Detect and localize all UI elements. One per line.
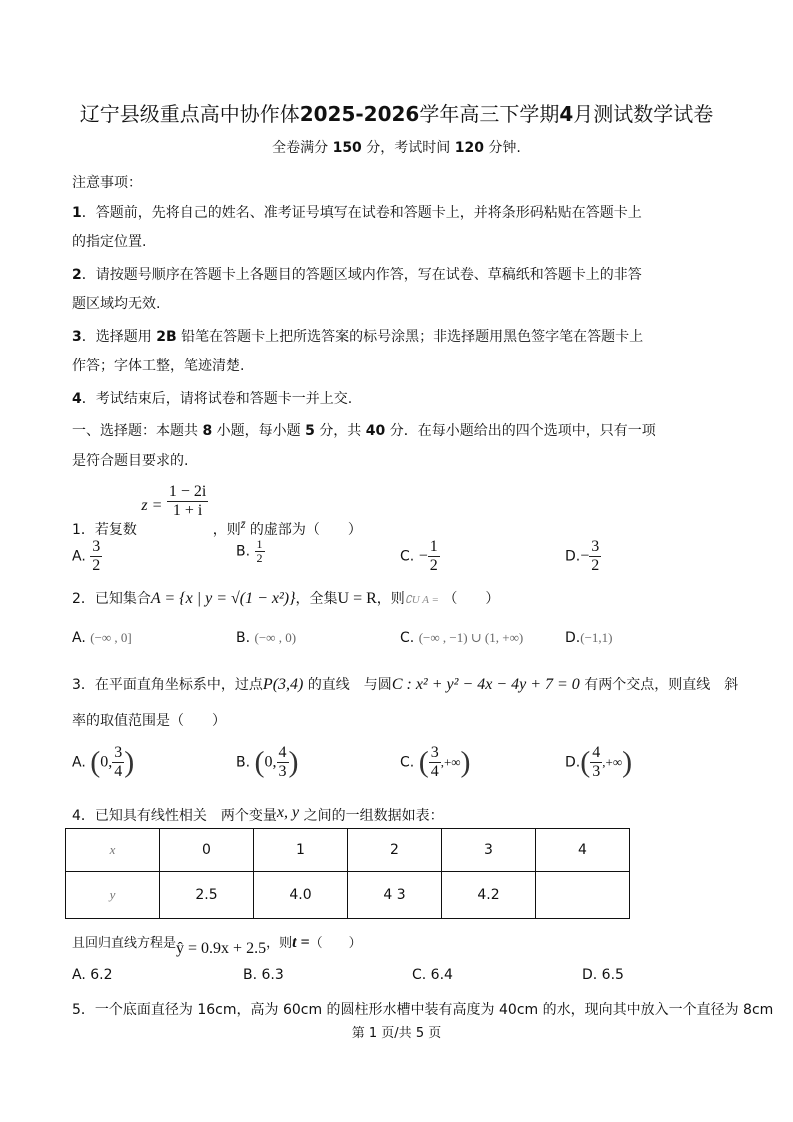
q1-option-b[interactable]: B. $\frac{1}{2}$ (236, 537, 263, 565)
q4-option-a[interactable]: A. 6.2 (72, 967, 113, 983)
q1-option-a[interactable]: A. $\frac{3}{2}$ (72, 538, 101, 574)
section-1-line2: 是符合题目要求的. (72, 453, 189, 469)
note-3-line2: 作答；字体工整，笔迹清楚. (72, 358, 245, 374)
q2-option-a[interactable]: A. (−∞ , 0] (72, 630, 132, 646)
question-5: 5．一个底面直径为 16cm，高为 60cm 的圆柱形水槽中装有高度为 40cm 的水，现向其中放入一个直径为 8cm (72, 1002, 774, 1018)
q3-option-b[interactable]: B. (0, $\frac{4}{3}$ ) (236, 744, 299, 780)
note-3: 3．选择题用 2B 铅笔在答题卡上把所选答案的标号涂黑；非选择题用黑色签字笔在答题卡上 (72, 329, 644, 345)
q3-option-d[interactable]: D.( $\frac{4}{3}$ ,+∞) (565, 744, 633, 780)
q2-option-c[interactable]: C. (−∞ , −1) ∪ (1, +∞) (400, 630, 524, 646)
section-1-heading: 一、选择题：本题共 8 小题，每小题 5 分，共 40 分．在每小题给出的四个选项中，只有一项 (72, 423, 656, 439)
q1-option-d[interactable]: D.− $\frac{3}{2}$ (565, 538, 600, 574)
q2-option-b[interactable]: B. (−∞ , 0) (236, 630, 297, 646)
data-table (65, 828, 630, 919)
question-2: 2．已知集合A = {x | y = √(1 − x²)}，全集U = R，则∁U A = （ ） (72, 590, 500, 607)
note-1: 1．答题前，先将自己的姓名、准考证号填写在试卷和答题卡上，并将条形码粘贴在答题卡上 (72, 205, 642, 221)
exam-subtitle: 全卷满分 150 分，考试时间 120 分钟. (272, 140, 521, 156)
q1-option-c[interactable]: C. − $\frac{1}{2}$ (400, 538, 438, 574)
q2-option-d[interactable]: D.(−1,1) (565, 630, 613, 646)
page-footer: 第 1 页/共 5 页 (351, 1026, 442, 1041)
note-2-line2: 题区域均无效. (72, 296, 161, 312)
note-4: 4．考试结束后，请将试卷和答题卡一并上交. (72, 391, 353, 407)
q4-option-b[interactable]: B. 6.3 (243, 967, 284, 983)
note-1-line2: 的指定位置. (72, 234, 147, 250)
note-2: 2．请按题号顺序在答题卡上各题目的答题区域内作答，写在试卷、草稿纸和答题卡上的非答 (72, 267, 642, 283)
q3-option-c[interactable]: C. ( $\frac{3}{4}$ ,+∞) (400, 744, 471, 780)
table-row: y 2.5 4.0 4 3 4.2 (66, 872, 630, 919)
exam-title: 辽宁县级重点高中协作体2025-2026学年高三下学期4月测试数学试卷 (79, 102, 714, 126)
q3-option-a[interactable]: A. (0, $\frac{3}{4}$ ) (72, 744, 135, 780)
q4-option-d[interactable]: D. 6.5 (582, 967, 624, 983)
table-row: x 0 1 2 3 4 (66, 829, 630, 872)
q4-option-c[interactable]: C. 6.4 (412, 967, 453, 983)
question-3: 3．在平面直角坐标系中，过点P(3,4) 的直线 与圆C : x² + y² − 4x − 4y + 7 = 0 有两个交点，则直线 斜 (72, 676, 739, 693)
question-3-line2: 率的取值范围是（ ） (72, 713, 226, 729)
regression-line: 且回归直线方程是ŷ = 0.9x + 2.5，则t =（ ） (72, 934, 362, 957)
notes-heading: 注意事项： (72, 175, 142, 191)
question-4: 4．已知具有线性相关 两个变量x, y 之间的一组数据如表： (72, 804, 444, 824)
question-1: 1．若复数 z = $\frac{1 - 2i}{1 + i}$ ，则z̄ 的虚部为（ ） (72, 483, 362, 538)
